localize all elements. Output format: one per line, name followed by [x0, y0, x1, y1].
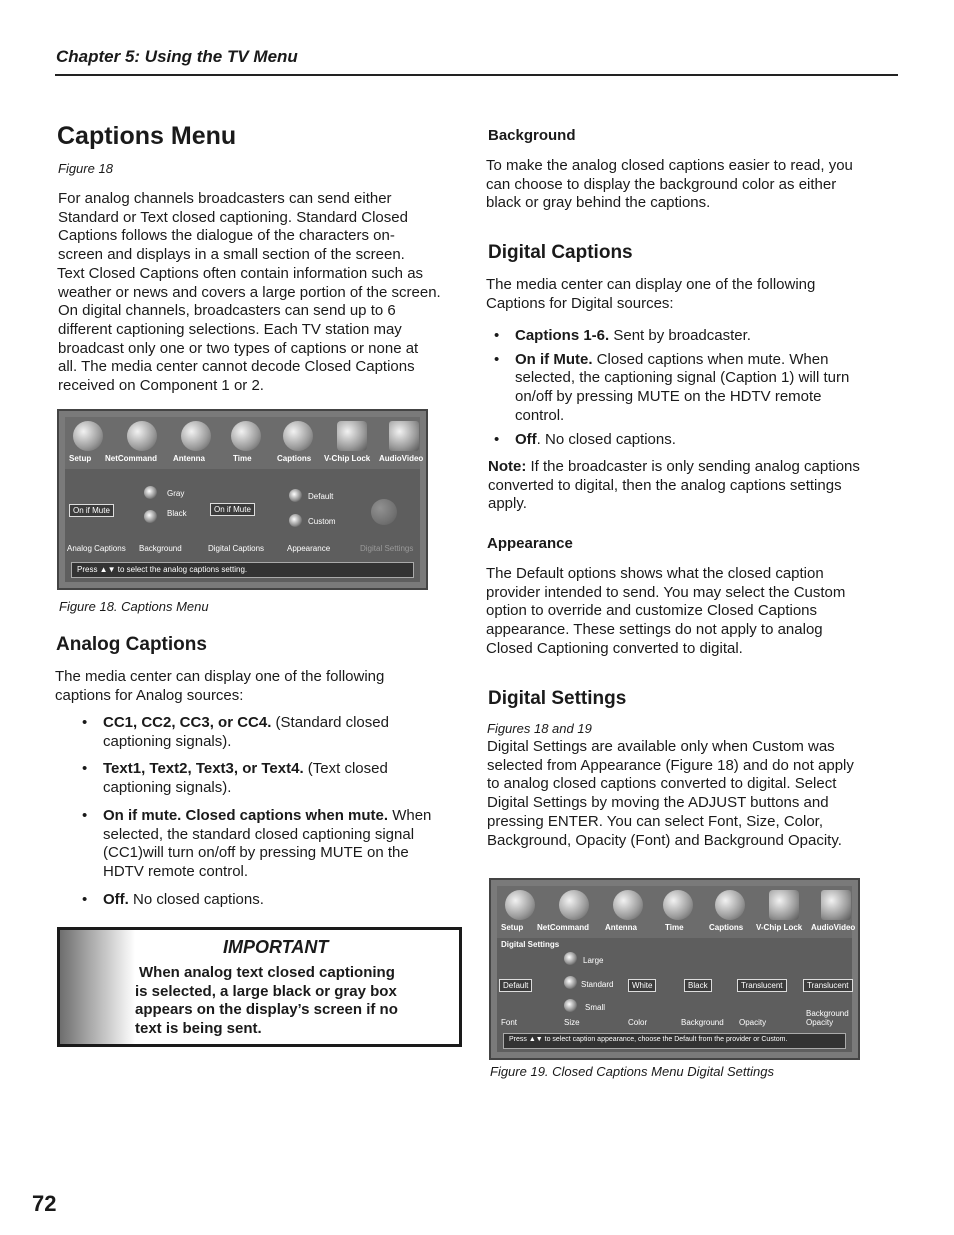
- menu-label: Background: [139, 544, 182, 553]
- appearance-paragraph: [486, 565, 896, 659]
- radio-label: Standard: [581, 980, 614, 989]
- text-line: The media center can display one of the following: [486, 276, 816, 293]
- status-bar: Press ▲▼ to select the analog captions setting.: [71, 562, 414, 578]
- menu-icon-label: V-Chip Lock: [324, 454, 371, 463]
- text-line: To make the analog closed captions easier to read, you: [486, 157, 853, 174]
- menu-icon-label: AudioVideo: [379, 454, 424, 463]
- radio-label: Small: [585, 1003, 606, 1012]
- menu-icon-label: Antenna: [173, 454, 205, 463]
- intro-line: On digital channels, broadcasters can send up to 6: [58, 302, 396, 320]
- list-item: [103, 714, 463, 751]
- menu-icon-label: Setup: [501, 923, 524, 932]
- item-text: When: [388, 806, 432, 824]
- item-term: Captions 1-6.: [515, 327, 610, 344]
- intro-line: Standard or Text closed captioning. Standard Closed: [58, 208, 408, 226]
- section-heading: Digital Captions: [488, 242, 633, 263]
- radio-label: Black: [167, 509, 187, 518]
- intro-line: Captions follows the dialogue of the characters on-: [58, 227, 395, 245]
- digital-captions-button[interactable]: On if Mute: [210, 503, 255, 516]
- menu-icon-label: Setup: [69, 454, 92, 463]
- status-bar: Press ▲▼ to select caption appearance, choose the Default from the provider or Custom.: [503, 1033, 846, 1049]
- important-line: text is being sent.: [135, 1020, 262, 1038]
- list-item: [103, 891, 463, 910]
- analog-intro: [55, 668, 465, 705]
- opacity-button[interactable]: Translucent: [737, 979, 787, 992]
- audio-video-icon: [389, 421, 419, 451]
- item-term: On if mute. Closed captions when mute.: [103, 806, 389, 824]
- item-text: control.: [515, 406, 565, 424]
- item-term: Off: [515, 430, 537, 448]
- item-text: . No closed captions.: [536, 430, 676, 448]
- text-line: apply.: [488, 495, 527, 513]
- section-heading: Background: [488, 127, 576, 144]
- text-line: If the broadcaster is only sending analog captions: [526, 458, 860, 475]
- item-text: No closed captions.: [128, 890, 264, 908]
- important-line: When analog text closed captioning: [139, 964, 395, 981]
- text-line: provider intended to send. You may select the Custom: [486, 583, 846, 601]
- header-rule: [55, 74, 898, 76]
- menu-icon-label: NetCommand: [537, 923, 590, 932]
- item-text: (Standard closed: [271, 714, 389, 731]
- menu-label: Opacity: [739, 1018, 767, 1027]
- lock-icon: [337, 421, 367, 451]
- antenna-icon: [613, 890, 643, 920]
- item-text: Sent by broadcaster.: [609, 327, 751, 344]
- menu-label: Background Opacity: [806, 1009, 849, 1027]
- text-line: pressing ENTER. You can select Font, Size, Color,: [487, 812, 823, 830]
- text-line: converted to digital, then the analog captions settings: [488, 476, 842, 494]
- text-line: black or gray behind the captions.: [486, 194, 711, 212]
- menu-label: Analog Captions: [67, 544, 126, 553]
- list-item: [515, 431, 895, 450]
- setup-icon: [73, 421, 103, 451]
- settings-paragraph: [487, 738, 897, 850]
- important-text: [135, 964, 455, 1039]
- menu-icon-label: Captions: [277, 454, 312, 463]
- item-text: HDTV remote control.: [103, 862, 249, 880]
- color-button[interactable]: White: [628, 979, 656, 992]
- intro-line: captions for Analog sources:: [55, 686, 244, 704]
- item-text: selected, the captioning signal (Caption 1) will turn: [515, 369, 850, 387]
- item-term: Off.: [103, 890, 129, 908]
- custom-radio[interactable]: [289, 514, 302, 527]
- menu-label: Color: [628, 1018, 648, 1027]
- item-text: Closed captions when mute. When: [592, 350, 829, 368]
- menu-label: Appearance: [287, 544, 331, 553]
- digital-intro: [486, 276, 896, 313]
- background-paragraph: [486, 157, 896, 213]
- standard-radio[interactable]: [564, 976, 577, 989]
- item-term: On if Mute.: [515, 350, 593, 368]
- background-opacity-button[interactable]: Translucent: [803, 979, 853, 992]
- text-line: Background, Opacity (Font) and Background Opacity.: [487, 831, 842, 849]
- list-item: [103, 760, 463, 797]
- black-radio[interactable]: [144, 510, 157, 523]
- menu-icon-label: Captions: [709, 923, 744, 932]
- radio-label: Large: [583, 956, 604, 965]
- figure-ref: Figures 18 and 19: [487, 721, 592, 736]
- setup-icon: [505, 890, 535, 920]
- item-term: CC1, CC2, CC3, or CC4.: [103, 714, 272, 731]
- item-text: selected, the standard closed captioning signal: [103, 825, 415, 843]
- digital-caption-list: [515, 327, 895, 449]
- large-radio[interactable]: [564, 952, 577, 965]
- note-paragraph: [488, 458, 898, 514]
- note-label: Note:: [488, 458, 527, 475]
- important-box: [57, 927, 462, 1047]
- menu-label: Background: [681, 1018, 724, 1027]
- font-button[interactable]: Default: [499, 979, 532, 992]
- text-line: selected from Appearance (Figure 18) and do not apply: [487, 756, 854, 774]
- text-line: Digital Settings by moving the ADJUST buttons and: [487, 794, 829, 812]
- page-title: Captions Menu: [57, 122, 237, 150]
- intro-line: Text Closed Captions often contain information such as: [57, 264, 424, 282]
- intro-line: different captioning selections. Each TV station may: [58, 320, 402, 338]
- text-line: to analog closed captions converted to digital. Select: [487, 775, 837, 793]
- text-line: can choose to display the background color as either: [486, 175, 837, 193]
- menu-label: Digital Captions: [208, 544, 265, 553]
- default-radio[interactable]: [289, 489, 302, 502]
- item-text: captioning signals).: [103, 779, 232, 797]
- important-line: appears on the display’s screen if no: [135, 1001, 398, 1019]
- menu-label: Digital Settings: [360, 544, 414, 553]
- text-line: option to override and customize Closed Captions: [486, 602, 818, 620]
- menu-label: Font: [501, 1018, 518, 1027]
- text-line: appearance. These settings do not apply to analog: [486, 621, 823, 639]
- figure-caption: Figure 19. Closed Captions Menu Digital Settings: [490, 1064, 774, 1079]
- page-number: 72: [32, 1191, 57, 1216]
- small-radio[interactable]: [564, 999, 577, 1012]
- netcommand-icon: [127, 421, 157, 451]
- item-text: (Text closed: [303, 760, 388, 778]
- text-line: The Default options shows what the closed caption: [486, 565, 824, 582]
- figure-caption: Figure 18. Captions Menu: [59, 599, 209, 614]
- intro-paragraph: [58, 190, 468, 396]
- text-line: Closed Captioning converted to digital.: [486, 639, 743, 657]
- figure-ref: Figure 18: [58, 161, 113, 176]
- list-item: [103, 807, 463, 882]
- background-button[interactable]: Black: [684, 979, 712, 992]
- antenna-icon: [181, 421, 211, 451]
- item-text: (CC1)will turn on/off by pressing MUTE on the: [103, 844, 409, 862]
- menu-icon-label: Time: [233, 454, 252, 463]
- text-line: Digital Settings are available only when Custom was: [487, 738, 835, 755]
- intro-line: received on Component 1 or 2.: [58, 377, 264, 395]
- list-item: [515, 327, 895, 346]
- intro-line: The media center can display one of the following: [55, 668, 385, 685]
- lock-icon: [769, 890, 799, 920]
- radio-label: Default: [308, 492, 334, 501]
- item-text: captioning signals).: [103, 732, 232, 750]
- section-heading: Appearance: [487, 535, 573, 552]
- radio-label: Gray: [167, 489, 185, 498]
- chapter-header: Chapter 5: Using the TV Menu: [56, 47, 298, 66]
- menu-icon-row: [65, 417, 424, 469]
- important-line: is selected, a large black or gray box: [135, 982, 397, 1000]
- menu-icon-label: Antenna: [605, 923, 637, 932]
- digital-settings-icon: [371, 499, 397, 525]
- audio-video-icon: [821, 890, 851, 920]
- list-item: [515, 351, 895, 426]
- panel-title: Digital Settings: [501, 940, 560, 949]
- menu-icon-label: NetCommand: [105, 454, 158, 463]
- figure-18-captions-menu: [57, 409, 428, 590]
- menu-icon-label: AudioVideo: [811, 923, 856, 932]
- intro-line: weather or news and covers a large portion of the screen.: [58, 283, 441, 301]
- menu-icon-label: Time: [665, 923, 684, 932]
- figure-19-digital-settings-menu: [489, 878, 860, 1060]
- intro-line: screen and displays in a small section of the screen.: [58, 246, 405, 264]
- time-icon: [663, 890, 693, 920]
- intro-line: For analog channels broadcasters can send either: [58, 190, 392, 207]
- captions-icon: [715, 890, 745, 920]
- netcommand-icon: [559, 890, 589, 920]
- item-text: on/off by pressing MUTE on the HDTV remote: [515, 388, 822, 406]
- section-heading: Analog Captions: [56, 634, 207, 655]
- analog-captions-button[interactable]: On if Mute: [69, 504, 114, 517]
- time-icon: [231, 421, 261, 451]
- text-line: Captions for Digital sources:: [486, 294, 674, 312]
- menu-label: Size: [564, 1018, 580, 1027]
- important-title: IMPORTANT: [223, 937, 329, 957]
- intro-line: all. The media center cannot decode Closed Captions: [58, 358, 415, 376]
- menu-icon-row: [497, 886, 856, 938]
- section-heading: Digital Settings: [488, 688, 627, 709]
- analog-caption-list: [103, 714, 463, 909]
- gray-radio[interactable]: [144, 486, 157, 499]
- radio-label: Custom: [308, 517, 336, 526]
- menu-icon-label: V-Chip Lock: [756, 923, 803, 932]
- intro-line: broadcast only one or two types of captions or none at: [58, 339, 419, 357]
- item-term: Text1, Text2, Text3, or Text4.: [103, 760, 304, 778]
- captions-icon: [283, 421, 313, 451]
